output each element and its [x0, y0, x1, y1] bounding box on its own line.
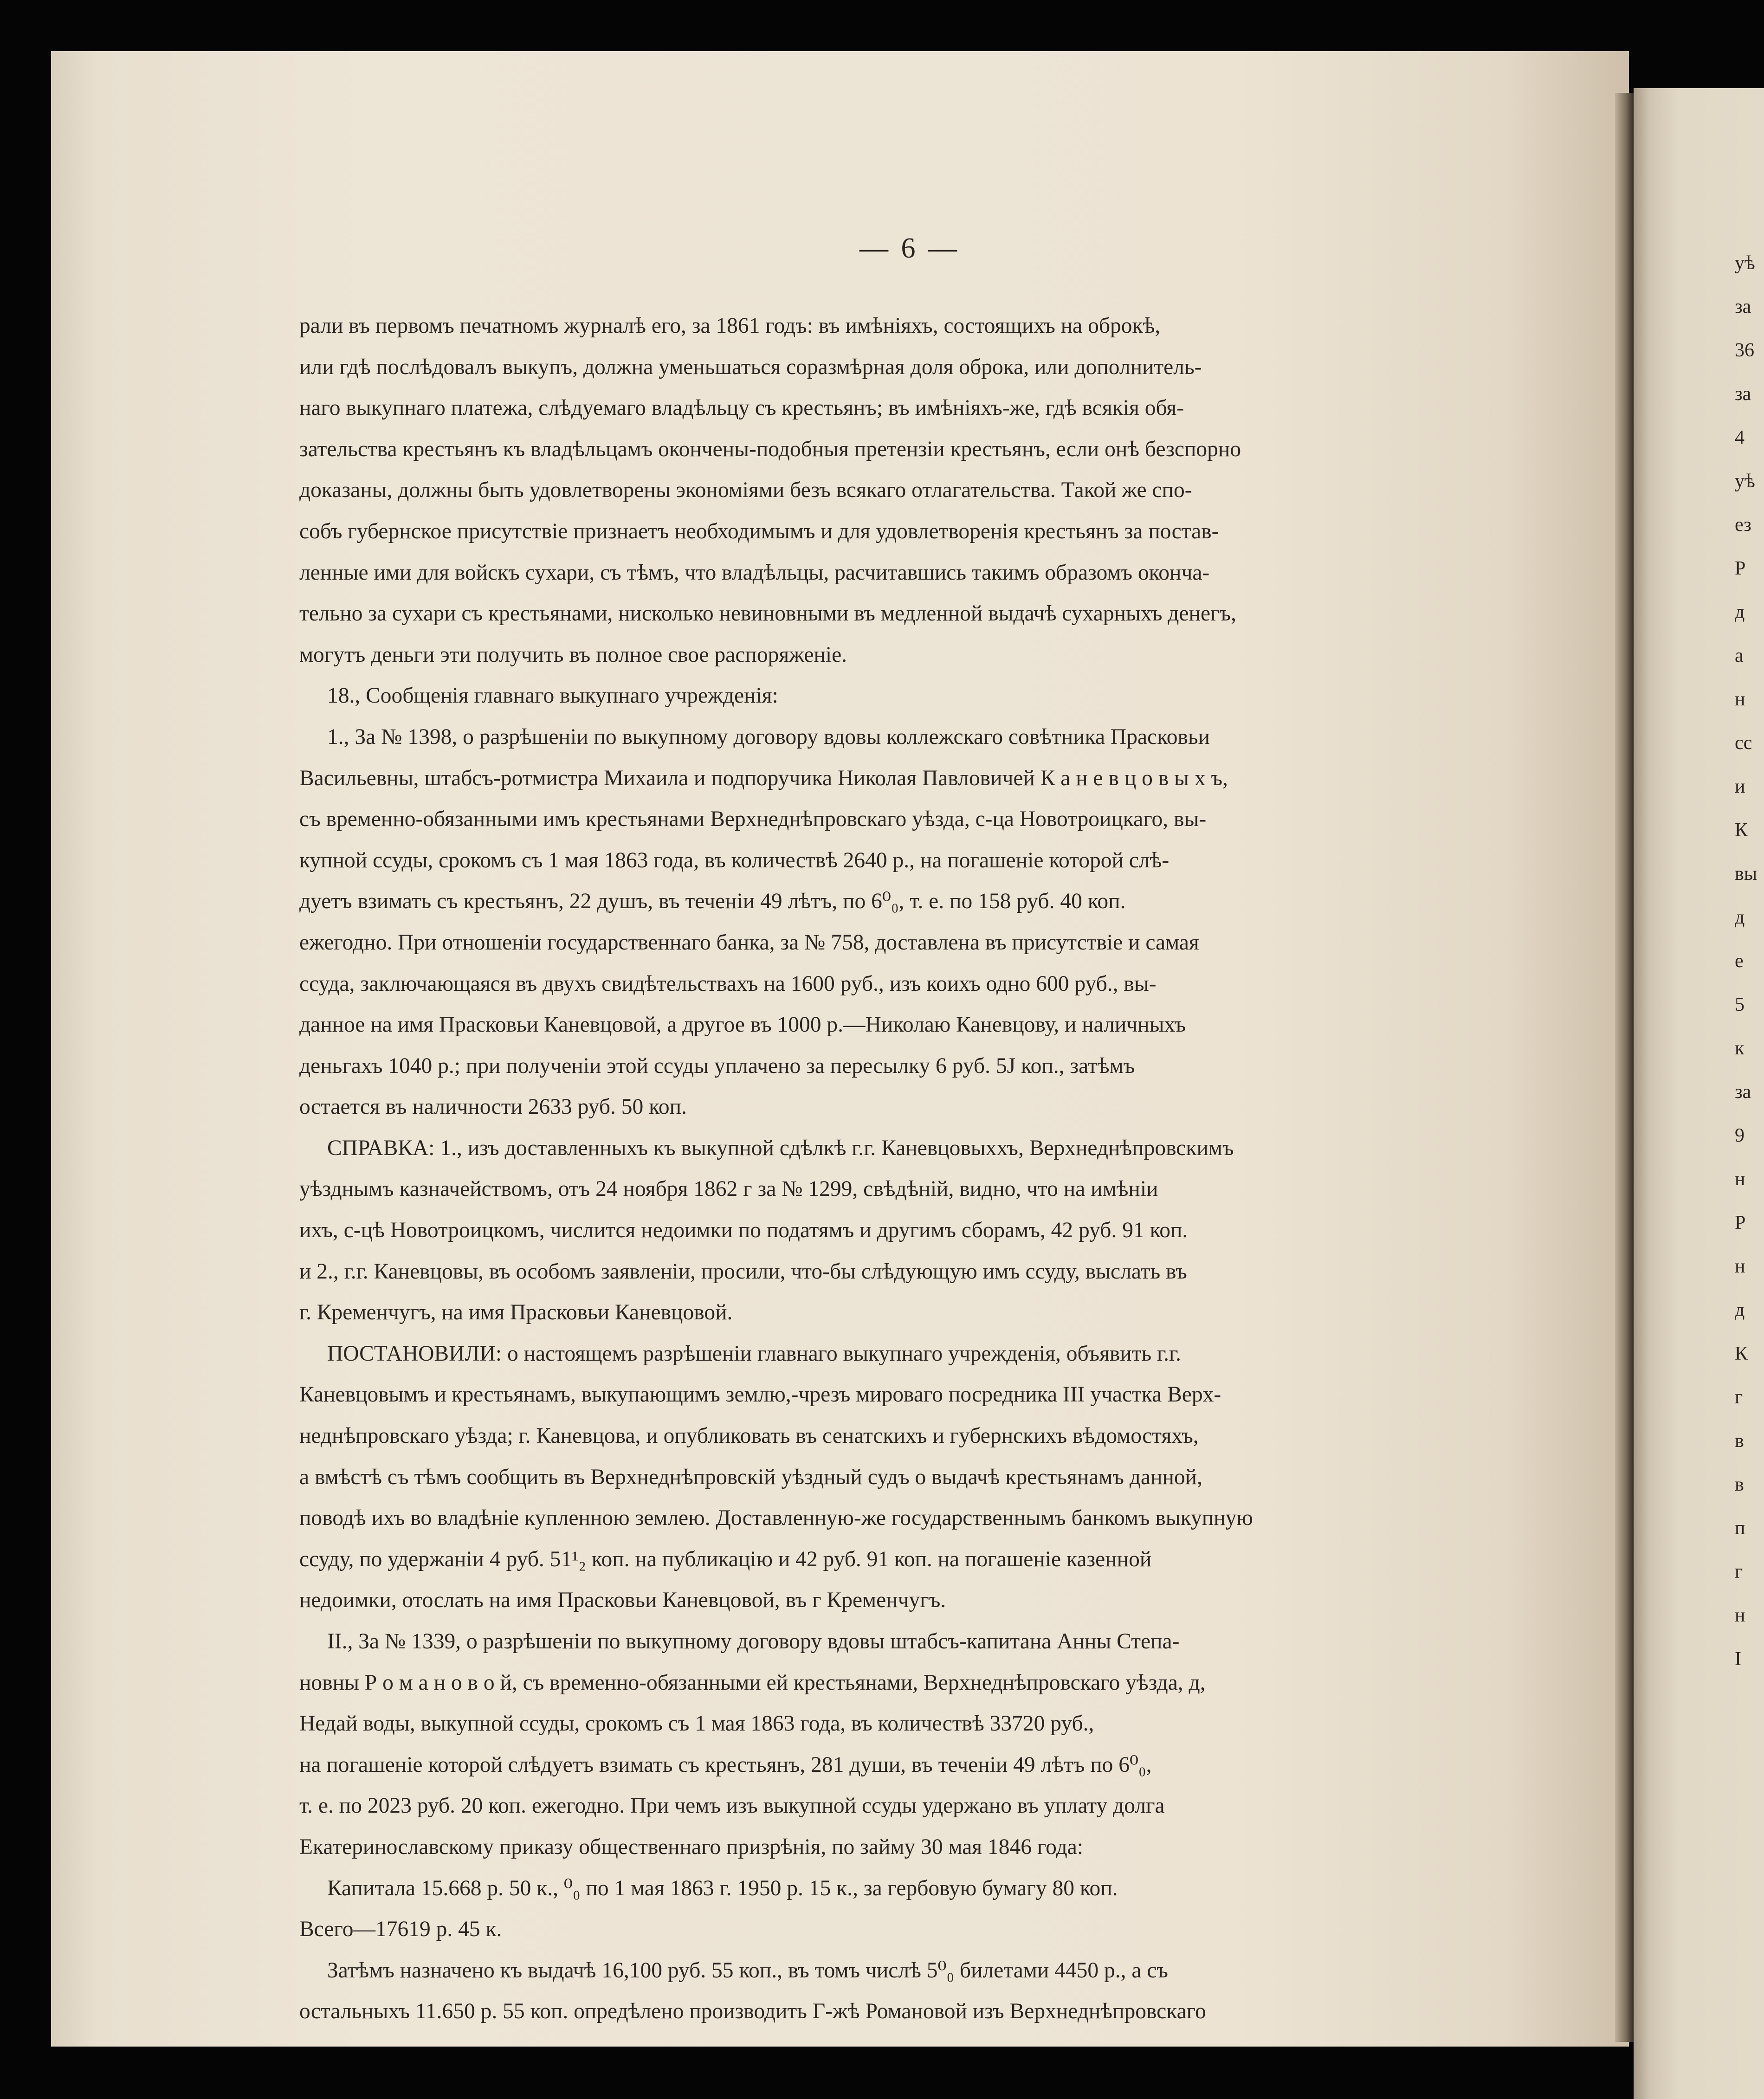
right-page-fragment: уѣ [1735, 471, 1755, 492]
right-page-fragment: Р [1735, 558, 1746, 579]
text-line: остальныхъ 11.650 р. 55 коп. опредѣлено производить Г-жѣ Романовой изъ Верхнеднѣпровскаго [299, 1999, 1206, 2024]
right-page-fragment: в [1735, 1474, 1744, 1495]
text-line: недоимки, отослать на имя Прасковьи Каневцовой, въ г Кременчугъ. [299, 1588, 946, 1613]
right-page-fragment: К [1735, 1343, 1748, 1364]
right-page-fragment: е [1735, 950, 1744, 972]
text-line: уѣзднымъ казначействомъ, отъ 24 ноября 1862 г за № 1299, свѣдѣній, видно, что на имѣніи [299, 1177, 1158, 1201]
text-line: или гдѣ послѣдовалъ выкупъ, должна уменьшаться соразмѣрная доля оброка, или дополнитель- [299, 355, 1202, 379]
text-line: зательства крестьянъ къ владѣльцамъ окончены-подобныя претензіи крестьянъ, если онѣ безспорно [299, 437, 1241, 461]
text-line: неднѣпровскаго уѣзда; г. Каневцова, и опубликовать въ сенатскихъ и губернскихъ вѣдомостяхъ, [299, 1424, 1199, 1448]
right-page-fragment: г [1735, 1561, 1743, 1582]
text-line: наго выкупнаго платежа, слѣдуемаго владѣльцу съ крестьянъ; въ имѣніяхъ-же, гдѣ всякія обя- [299, 396, 1184, 420]
right-page-fragment: 5 [1735, 994, 1745, 1015]
text-line: рали въ первомъ печатномъ журналѣ его, за 1861 годъ: въ имѣніяхъ, состоящихъ на оброкѣ, [299, 314, 1161, 338]
right-page-fragment: д [1735, 601, 1745, 623]
text-line: т. е. по 2023 руб. 20 коп. ежегодно. При чемъ изъ выкупной ссуды удержано въ уплату долга [299, 1794, 1165, 1818]
right-page-fragment: сс [1735, 732, 1752, 754]
text-line: ссуда, заключающаяся въ двухъ свидѣтельствахъ на 1600 руб., изъ коихъ одно 600 руб., вы- [299, 971, 1157, 996]
right-page-fragment: уѣ [1735, 252, 1755, 274]
right-page-fragment: I [1735, 1648, 1741, 1670]
right-page-fragment: вы [1735, 863, 1758, 885]
right-page-fragments [1735, 241, 1764, 1681]
text-line: II., За № 1339, о разрѣшеніи по выкупному договору вдовы штабсъ-капитана Анны Степа- [327, 1629, 1180, 1653]
right-page-fragment: ез [1735, 514, 1751, 536]
right-page-fragment: н [1735, 689, 1745, 710]
text-line: Всего—17619 р. 45 к. [299, 1917, 502, 1942]
text-line: съ временно-обязанными имъ крестьянами Верхнеднѣпровскаго уѣзда, с-ца Новотроицкаго, вы- [299, 807, 1207, 832]
right-page-fragment: Р [1735, 1212, 1746, 1234]
text-line: ежегодно. При отношеніи государственнаго банка, за № 758, доставлена въ присутствіе и самая [299, 930, 1199, 955]
text-line: поводѣ ихъ во владѣніе купленною землею. Доставленную-же государственнымъ банкомъ выкупную [299, 1506, 1253, 1531]
text-line: Капитала 15.668 р. 50 к., ⁰₀ по 1 мая 1863 г. 1950 р. 15 к., за гербовую бумагу 80 коп. [327, 1876, 1118, 1900]
right-page-fragment: г [1735, 1387, 1743, 1408]
text-line: тельно за сухари съ крестьянами, нисколько невиновными въ медленной выдачѣ сухарныхъ денегъ, [299, 601, 1236, 626]
text-line: ихъ, с-цѣ Новотроицкомъ, числится недоимки по податямъ и другимъ сборамъ, 42 руб. 91 коп. [299, 1218, 1188, 1243]
right-page-fragment: К [1735, 820, 1748, 841]
right-page-fragment: д [1735, 1299, 1745, 1321]
text-line: могутъ деньги эти получить въ полное свое распоряженіе. [299, 642, 847, 667]
body-text [299, 305, 1534, 2032]
text-line: купной ссуды, срокомъ съ 1 мая 1863 года, въ количествѣ 2640 р., на погашеніе которой слѣ- [299, 848, 1170, 872]
text-line: г. Кременчугъ, на имя Прасковьи Каневцовой. [299, 1300, 733, 1325]
text-line: собъ губернское присутствіе признаетъ необходимымъ и для удовлетворенія крестьянъ за постав- [299, 519, 1219, 543]
text-line: 1., За № 1398, о разрѣшеніи по выкупному договору вдовы коллежскаго совѣтника Прасковьи [327, 724, 1210, 749]
right-page-fragment: 9 [1735, 1125, 1745, 1146]
text-line: а вмѣстѣ съ тѣмъ сообщить въ Верхнеднѣпровскій уѣздный судъ о выдачѣ крестьянамъ данной, [299, 1465, 1202, 1489]
right-page-fragment: д [1735, 907, 1745, 928]
text-line: остается въ наличности 2633 руб. 50 коп. [299, 1095, 687, 1119]
text-line: Васильевны, штабсъ-ротмистра Михаила и подпоручика Николая Павловичей К а н е в ц о в ы х ъ, [299, 766, 1228, 790]
right-page-fragment: а [1735, 645, 1744, 666]
text-line: и 2., г.г. Каневцовы, въ особомъ заявленіи, просили, что-бы слѣдующую имъ ссуду, выслать въ [299, 1259, 1187, 1284]
text-line: 18., Сообщенія главнаго выкупнаго учрежденія: [327, 684, 778, 708]
right-page-fragment: н [1735, 1256, 1745, 1277]
text-line: новны Р о м а н о в о й, съ временно-обязанными ей крестьянами, Верхнеднѣпровскаго уѣзда, д, [299, 1670, 1206, 1695]
right-page-fragment: н [1735, 1605, 1745, 1626]
text-line: на погашеніе которой слѣдуетъ взимать съ крестьянъ, 281 души, въ теченіи 49 лѣтъ по 6⁰₀, [299, 1752, 1152, 1777]
text-line: доказаны, должны быть удовлетворены экономіями безъ всякаго отлагательства. Такой же спо- [299, 478, 1192, 503]
text-line: дуетъ взимать съ крестьянъ, 22 душъ, въ теченіи 49 лѣтъ, по 6⁰₀, т. е. по 158 руб. 40 коп. [299, 889, 1126, 914]
page-number: — 6 — [859, 233, 960, 264]
text-line: Каневцовымъ и крестьянамъ, выкупающимъ землю,-чрезъ мироваго посредника III участка Верх- [299, 1382, 1221, 1407]
right-page-fragment: к [1735, 1038, 1745, 1059]
text-line: ПОСТАНОВИЛИ: о настоящемъ разрѣшеніи главнаго выкупнаго учрежденія, объявить г.г. [327, 1341, 1181, 1366]
text-line: деньгахъ 1040 р.; при полученіи этой ссуды уплачено за пересылку 6 руб. 5Ј коп., затѣмъ [299, 1053, 1135, 1078]
right-page-fragment: 4 [1735, 427, 1745, 448]
right-page-fragment: 36 [1735, 340, 1754, 361]
right-page-fragment: за [1735, 1081, 1751, 1103]
text-line: Затѣмъ назначено къ выдачѣ 16,100 руб. 55 коп., въ томъ числѣ 5⁰₀ билетами 4450 р., а съ [327, 1958, 1168, 1983]
text-line: данное на имя Прасковьи Каневцовой, а другое въ 1000 р.—Николаю Каневцову, и наличныхъ [299, 1013, 1186, 1037]
right-page-fragment: и [1735, 776, 1745, 797]
text-line: ссуду, по удержаніи 4 руб. 51¹₂ коп. на публикацію и 42 руб. 91 коп. на погашеніе казенной [299, 1547, 1152, 1571]
text-line: ленные ими для войскъ сухари, съ тѣмъ, что владѣльцы, расчитавшись такимъ образомъ оконча- [299, 560, 1210, 585]
right-page-fragment: п [1735, 1518, 1745, 1539]
text-line: Недай воды, выкупной ссуды, срокомъ съ 1 мая 1863 года, въ количествѣ 33720 руб., [299, 1711, 1094, 1736]
text-line: СПРАВКА: 1., изъ доставленныхъ къ выкупной сдѣлкѣ г.г. Каневцовыххъ, Верхнеднѣпровскимъ [327, 1136, 1234, 1160]
right-page-fragment: за [1735, 296, 1751, 317]
right-page-fragment: в [1735, 1430, 1744, 1452]
right-page-fragment: н [1735, 1169, 1745, 1190]
text-line: Екатеринославскому приказу общественнаго призрѣнія, по займу 30 мая 1846 года: [299, 1834, 1084, 1859]
right-page-fragment: за [1735, 383, 1751, 405]
